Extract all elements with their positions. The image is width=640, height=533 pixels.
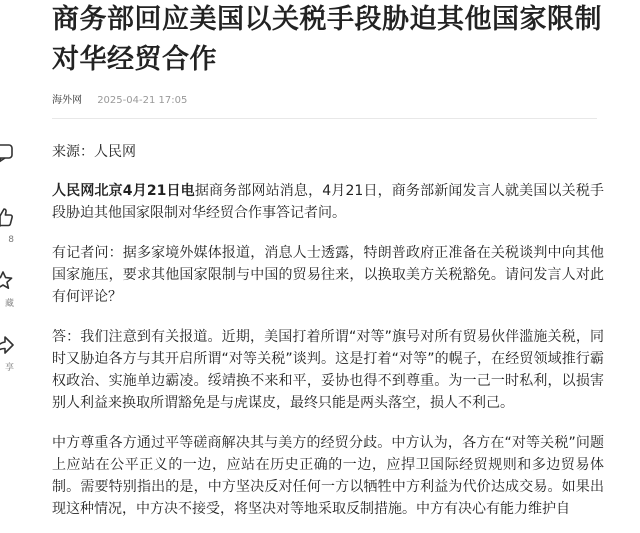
article-body — [52, 141, 604, 520]
favorite-action[interactable] — [0, 264, 20, 310]
favorite-label: 藏 — [4, 299, 14, 309]
question-paragraph: 有记者问：据多家境外媒体报道，消息人士透露，特朗普政府正准备在关税谈判中向其他国家施压，要求其他国家限制与中国的贸易往来，以换取美方关税豁免。请问发言人对此有何评论？ — [52, 245, 604, 305]
share-label: 享 — [4, 363, 14, 373]
answer-paragraph: 答：我们注意到有关报道。近期，美国打着所谓“对等”旗号对所有贸易伙伴滥施关税，同时又胁迫各方与其开启所谓“对等关税”谈判。这是打着“对等”的幌子，在经贸领域推行霸权政治、实施单边霸凌。绥靖换不来和平，妥协也得不到尊重。为一己一时私利，以损害别人利益来换取所谓豁免是与虎谋皮，最终只能是两头落空，损人不利己。 — [52, 329, 604, 411]
comment-action[interactable] — [0, 136, 20, 170]
share-icon[interactable] — [0, 328, 20, 362]
publisher-name[interactable]: 海外网 — [52, 95, 82, 106]
divider — [52, 118, 597, 119]
dateline: 人民网北京4月21日电 — [52, 183, 195, 199]
favorite-icon[interactable] — [0, 264, 20, 298]
like-action[interactable] — [0, 200, 20, 246]
lead-text: 据商务部网站消息，4月21日，商务部新闻发言人就美国以关税手段胁迫其他国家限制对华经贸合作事答记者问。 — [52, 183, 604, 221]
article-meta — [52, 94, 612, 108]
lead-paragraph — [52, 180, 604, 224]
like-count: 8 — [8, 235, 14, 245]
closing-paragraph: 中方尊重各方通过平等磋商解决其与美方的经贸分歧。中方认为，各方在“对等关税”问题上应站在公平正义的一边，应站在历史正确的一边，应捍卫国际经贸规则和多边贸易体制。需要特别指出的是，中方坚决反对任何一方以牺牲中方利益为代价达成交易。如果出现这种情况，中方决不接受，将坚决对等地采取反制措施。中方有决心有能力维护自 — [52, 435, 604, 517]
article-title: 商务部回应美国以关税手段胁迫其他国家限制对华经贸合作 — [52, 4, 602, 75]
like-icon[interactable] — [0, 200, 20, 234]
share-action[interactable] — [0, 328, 20, 374]
article — [52, 0, 612, 533]
source-line: 来源：人民网 — [52, 144, 136, 160]
publish-time: 2025-04-21 17:05 — [97, 95, 188, 106]
comment-icon[interactable] — [0, 136, 20, 170]
